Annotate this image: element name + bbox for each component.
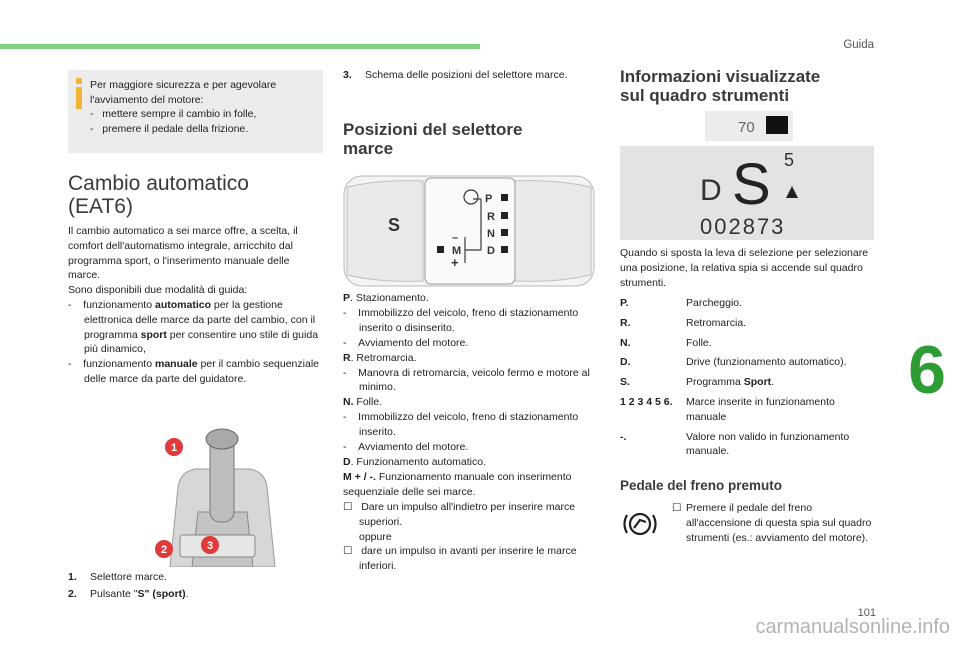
- pos-m: M + / -. Funzionamento manuale con inserimento sequenziale delle sei marce.: [343, 470, 572, 498]
- info-item: - premere il pedale della frizione.: [90, 122, 249, 135]
- definition-row: D. Drive (funzionamento automatico).: [620, 356, 847, 369]
- positions-description: P. Stazionamento. - Immobilizzo del veicolo, freno di stazionamento inserito o disinserito. - Avviamento del motore. R. Retromarcia. - Manovra di retromarcia, veicolo fermo e motore al minimo. N. Folle. - Immobilizzo del veicolo, freno di stazionamento inserito. - Avviamento del motore. D. Funzionamento automatico. M + / -. Funzionamento manuale con inserimento sequenziale delle sei marce. ☐ Dare un impulso all'indietro per inserire marce superiori. oppure ☐ dare un impulso in avanti per inserire le marce inferiori.: [343, 291, 593, 574]
- cambio-description: [68, 224, 323, 387]
- display-intro: Quando si sposta la leva di selezione per selezionare una posizione, la relativa spia si accende sul quadro strumenti.: [620, 247, 869, 289]
- selector-d: D: [487, 245, 495, 257]
- legend-item: 2. Pulsante "S" (sport).: [68, 588, 189, 600]
- definition-row: 1 2 3 4 5 6. Marce inserite in funzionamento manuale: [620, 395, 835, 423]
- section-label: Guida: [843, 39, 874, 51]
- mode-auto: - funzionamento automatico per la gestione elettronica delle marce da parte del cambio, con il programma sport per consentire uno stile di guida più dinamico,: [68, 298, 319, 356]
- definition-row: -. Valore non valido in funzionamento manuale.: [620, 430, 850, 458]
- pos-n: N. Folle.: [343, 396, 383, 409]
- chapter-number: 6: [908, 332, 946, 408]
- display-odometer: 002873: [700, 214, 786, 239]
- selector-plus: +: [451, 255, 459, 270]
- gear-selector-photo: [150, 417, 295, 567]
- selector-minus: –: [452, 232, 459, 244]
- info-intro: Per maggiore sicurezza e per agevolare l'avviamento del motore:: [90, 79, 277, 106]
- mode-manual: - funzionamento manuale per il cambio sequenziale delle marce da parte del guidatore.: [68, 358, 319, 385]
- legend-item: 1. Selettore marce.: [68, 571, 168, 583]
- sport-button-label: S: [388, 215, 401, 235]
- modes-intro: Sono disponibili due modalità di guida:: [68, 284, 248, 297]
- top-accent-bar: [0, 44, 480, 49]
- badge-2-label: 2: [160, 544, 168, 556]
- watermark: carmanualsonline.info: [755, 616, 950, 638]
- badge-3-label: 3: [206, 540, 214, 552]
- selector-diagram: [343, 175, 595, 287]
- checkbox-icon: ☐: [672, 502, 682, 514]
- info-icon: [74, 78, 84, 110]
- definition-row: P. Parcheggio.: [620, 297, 743, 309]
- display-gear-d: D: [700, 174, 722, 207]
- definition-row: S. Programma Sport.: [620, 376, 775, 389]
- info-item: - mettere sempre il cambio in folle,: [90, 108, 257, 120]
- display-gear-s: S: [732, 152, 771, 217]
- section-title-freno: Pedale del freno premuto: [620, 478, 783, 493]
- section-title-cambio: Cambio automatico (EAT6): [68, 172, 249, 218]
- instrument-display: [620, 108, 874, 240]
- display-gear-small: 5: [784, 150, 795, 170]
- pos-p: P. Stazionamento.: [343, 292, 429, 304]
- figure-legend: [68, 570, 323, 604]
- badge-1-label: 1: [170, 442, 178, 454]
- cambio-intro: Il cambio automatico a sei marce offre, a scelta, il comfort dell'automatismo integrale, arricchito dal programma sport, o l'inserimento manuale delle marce.: [68, 225, 298, 282]
- section-title-informazioni: Informazioni visualizzate sul quadro strumenti: [620, 67, 821, 105]
- selector-p: P: [485, 193, 493, 205]
- legend-item: 3. Schema delle posizioni del selettore marce.: [343, 69, 568, 81]
- brake-pedal-icon: [620, 508, 660, 540]
- info-box: [68, 70, 323, 153]
- section-title-posizioni: Posizioni del selettore marce: [343, 120, 523, 158]
- selector-r: R: [487, 211, 495, 223]
- selector-n: N: [487, 228, 495, 240]
- page-number: 101: [857, 607, 876, 619]
- pos-d: D. Funzionamento automatico.: [343, 455, 487, 468]
- pos-r: R. Retromarcia.: [343, 351, 417, 364]
- display-definitions: [620, 296, 874, 464]
- definition-row: N. Folle.: [620, 336, 712, 349]
- checkbox-icon: ☐: [343, 545, 353, 558]
- checkbox-icon: ☐: [343, 500, 353, 513]
- display-speed: 70: [738, 119, 755, 136]
- definition-row: R. Retromarcia.: [620, 316, 747, 329]
- selector-m: M: [452, 245, 462, 257]
- freno-description: ☐ Premere il pedale del freno all'accensione di questa spia sul quadro strumenti (es.: avviamento del motore).: [672, 502, 872, 544]
